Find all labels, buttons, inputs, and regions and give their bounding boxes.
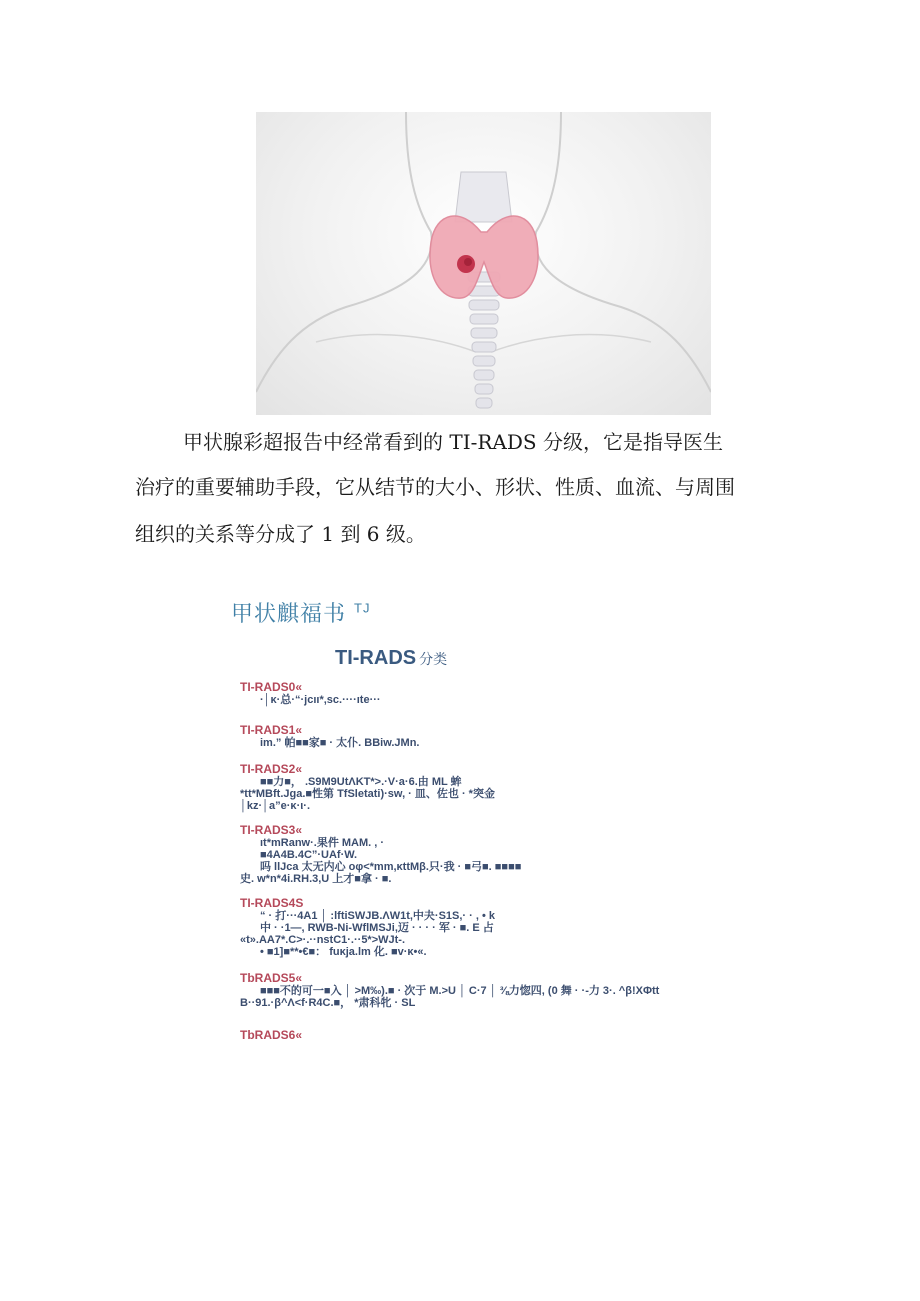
category-name: TI-RADS0« (240, 680, 303, 694)
scan-heading (335, 647, 447, 670)
category-line: • ■1]■**•€■： fuκja.lm 化. ■v·κ•«. (260, 946, 427, 958)
category-block (240, 762, 495, 812)
category-line: “ · 打···4A1 │ :lftiSWJB.ΛW1t,中夬·S1S,· · , • k (260, 910, 496, 922)
category-block (240, 723, 419, 749)
scan-title-sup: TJ (354, 600, 371, 616)
category-line: 史. w*n*4i.RH.3,U 上才■拿 · ■. (240, 873, 392, 885)
category-name: TI-RADS3« (240, 823, 303, 837)
paragraph-line-1: 甲状腺彩超报告中经常看到的 TI-RADS 分级，它是指导医生 (183, 430, 723, 454)
category-line: im.” 帕■■家■ · 太仆. BBiw.JMn. (260, 737, 420, 749)
category-line: ■■■不的可一■入 │ >M‰).■ · 次于 M.>U │ C·7 │ ⅜力惚四, (0 舞 · ·-力 3·. ^β!XΦtt (260, 985, 660, 997)
scan-heading-text: TI-RADS (335, 647, 417, 669)
category-name: TbRADS5« (240, 971, 303, 985)
category-line: B··91.·β^Λ<f·R4C.■， *肃科牝 · SL (240, 997, 416, 1009)
category-block (240, 971, 659, 1009)
category-block (240, 896, 495, 958)
category-line: │kz·│a”e·κ·ι·. (240, 800, 311, 812)
scan-heading-cn: 分类 (419, 651, 448, 667)
category-line: ■4A4B.4C”·UAf·W. (260, 849, 358, 861)
category-line: *tt*MBft.Jga.■性第 TfSletati)·sw, · 皿、佐也 · *突金 (240, 788, 495, 800)
category-block (240, 1028, 302, 1042)
scan-title (231, 597, 370, 628)
category-line: 中 · ·1—, RWB-Ni-WflMSJi,迈 · · · · 军 · ■. E 占 (260, 922, 494, 934)
category-name: TI-RADS1« (240, 723, 303, 737)
category-line: 吗 llJca 太无内心 oφ<*mm,κttMβ.只·我 · ■弓■. ■■■■ (260, 861, 522, 873)
category-line: ıt*mRanw·.果件 MAM. , · (260, 837, 385, 849)
scan-title-text: 甲状麒福书 (231, 602, 347, 627)
thyroid-illustration (256, 112, 711, 415)
category-line: «t».AA7*.C>·.··nstC1·.··5*>WJt-. (240, 934, 406, 946)
category-name: TbRADS6« (240, 1028, 303, 1042)
category-line: ■■力■， .S9M9UtΛKT*>.·V·a·6.由 ML 蛑 (260, 776, 462, 788)
category-block (240, 680, 381, 706)
category-name: TI-RADS2« (240, 762, 303, 776)
paragraph-line-3: 组织的关系等分成了 1 到 6 级。 (135, 522, 426, 546)
thyroid-neck-drawing (256, 112, 711, 415)
category-name: TI-RADS4S (240, 896, 304, 910)
category-line: ·│κ·总·“·jcıı*,sc.····ıte··· (260, 694, 381, 706)
category-block (240, 823, 521, 885)
paragraph-line-2: 治疗的重要辅助手段，它从结节的大小、形状、性质、血流、与周围 (135, 475, 735, 499)
